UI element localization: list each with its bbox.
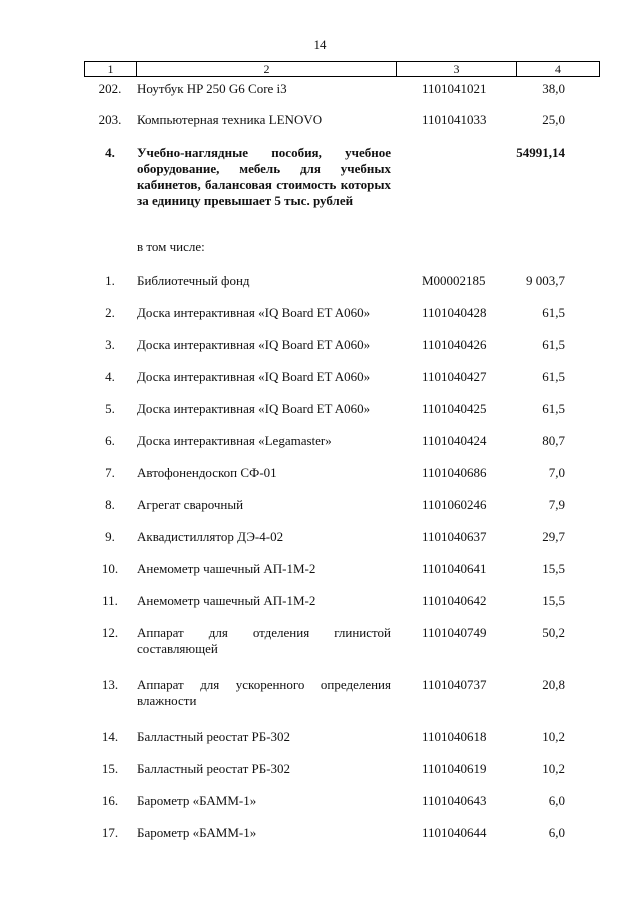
row-number: 6. bbox=[105, 433, 115, 448]
table-row bbox=[84, 561, 595, 577]
page-number: 14 bbox=[313, 37, 327, 52]
table-row bbox=[84, 401, 595, 417]
table-row bbox=[84, 145, 595, 209]
row-name: Доска интерактивная «IQ Board ET A060» bbox=[137, 337, 371, 352]
row-number: 3. bbox=[105, 337, 115, 352]
table-row bbox=[84, 625, 595, 657]
table-row bbox=[84, 433, 595, 449]
table-row bbox=[84, 593, 595, 609]
row-number: 1. bbox=[105, 273, 115, 288]
table-row bbox=[84, 497, 595, 513]
row-number: 2. bbox=[105, 305, 115, 320]
row-name: Доска интерактивная «IQ Board ET A060» bbox=[137, 305, 371, 320]
row-inventory-code: 1101040637 bbox=[422, 529, 487, 544]
row-value: 20,8 bbox=[542, 677, 565, 692]
row-inventory-code: 1101040425 bbox=[422, 401, 487, 416]
row-inventory-code bbox=[391, 239, 511, 255]
row-value: 10,2 bbox=[542, 729, 565, 744]
row-inventory-code: 1101040642 bbox=[422, 593, 487, 608]
row-value: 61,5 bbox=[542, 369, 565, 384]
row-name: Учебно-наглядные пособия, учебное оборудование, мебель для учебных кабинетов, балансовая стоимость которых за единицу превышает 5 тыс. рублей bbox=[137, 145, 391, 208]
row-number: 12. bbox=[101, 625, 119, 640]
header-col-1: 1 bbox=[84, 62, 136, 76]
row-inventory-code: 1101040641 bbox=[422, 561, 487, 576]
row-name: Аппарат для отделения глинистой составляющей bbox=[137, 625, 391, 656]
table-row bbox=[84, 273, 595, 289]
row-name: Компьютерная техника LENOVO bbox=[137, 112, 323, 127]
row-name: Аппарат для ускоренного определения влажности bbox=[137, 677, 391, 708]
table-row bbox=[84, 761, 595, 777]
row-number: 4. bbox=[105, 145, 115, 160]
row-number: 14. bbox=[101, 729, 119, 744]
row-number: 202. bbox=[98, 81, 122, 96]
row-inventory-code: 1101040737 bbox=[422, 677, 487, 692]
row-value: 61,5 bbox=[542, 337, 565, 352]
row-inventory-code: 1101040427 bbox=[422, 369, 487, 384]
row-number: 9. bbox=[105, 529, 115, 544]
row-number: 11. bbox=[102, 593, 118, 608]
row-name: Доска интерактивная «IQ Board ET A060» bbox=[137, 369, 371, 384]
table-row bbox=[84, 337, 595, 353]
row-name: Агрегат сварочный bbox=[137, 497, 244, 512]
row-number: 17. bbox=[101, 825, 119, 840]
row-value: 15,5 bbox=[542, 593, 565, 608]
row-inventory-code: 1101040686 bbox=[422, 465, 487, 480]
row-value: 54991,14 bbox=[516, 145, 565, 160]
table-row bbox=[84, 239, 595, 255]
row-number bbox=[84, 239, 136, 255]
table-row bbox=[84, 465, 595, 481]
row-value: 6,0 bbox=[548, 793, 565, 808]
row-inventory-code: 1101041021 bbox=[422, 81, 487, 96]
table-row bbox=[84, 677, 595, 709]
row-number: 5. bbox=[105, 401, 115, 416]
table-header bbox=[84, 61, 600, 77]
table-row bbox=[84, 112, 595, 128]
row-name: Анемометр чашечный АП-1М-2 bbox=[137, 593, 316, 608]
table-row bbox=[84, 793, 595, 809]
row-value: 50,2 bbox=[542, 625, 565, 640]
row-number: 15. bbox=[101, 761, 119, 776]
table-row bbox=[84, 305, 595, 321]
header-col-3: 3 bbox=[396, 62, 516, 76]
row-value: 38,0 bbox=[542, 81, 565, 96]
row-inventory-code: 1101040644 bbox=[422, 825, 487, 840]
row-name: Барометр «БАММ-1» bbox=[137, 825, 257, 840]
row-inventory-code: М00002185 bbox=[422, 273, 486, 288]
row-number: 16. bbox=[101, 793, 119, 808]
inventory-table bbox=[84, 61, 600, 840]
row-name: Ноутбук HP 250 G6 Core i3 bbox=[137, 81, 287, 96]
row-inventory-code: 1101040749 bbox=[422, 625, 487, 640]
row-inventory-code: 1101041033 bbox=[422, 112, 487, 127]
row-name: Аквадистиллятор ДЭ-4-02 bbox=[137, 529, 284, 544]
row-inventory-code bbox=[391, 145, 511, 209]
row-number: 4. bbox=[105, 369, 115, 384]
row-inventory-code: 1101040426 bbox=[422, 337, 487, 352]
row-inventory-code: 1101040619 bbox=[422, 761, 487, 776]
row-number: 8. bbox=[105, 497, 115, 512]
header-col-2: 2 bbox=[136, 62, 396, 76]
row-inventory-code: 1101040428 bbox=[422, 305, 487, 320]
row-name: Автофонендоскоп СФ-01 bbox=[137, 465, 277, 480]
row-inventory-code: 1101060246 bbox=[422, 497, 487, 512]
row-value bbox=[511, 239, 595, 255]
table-row bbox=[84, 529, 595, 545]
row-name: Доска интерактивная «IQ Board ET A060» bbox=[137, 401, 371, 416]
row-number: 13. bbox=[101, 677, 119, 692]
row-name: Барометр «БАММ-1» bbox=[137, 793, 257, 808]
row-value: 7,9 bbox=[548, 497, 565, 512]
table-row bbox=[84, 729, 595, 745]
row-value: 29,7 bbox=[542, 529, 565, 544]
row-inventory-code: 1101040643 bbox=[422, 793, 487, 808]
row-value: 15,5 bbox=[542, 561, 565, 576]
table-row bbox=[84, 825, 595, 841]
row-value: 10,2 bbox=[542, 761, 565, 776]
row-name: Анемометр чашечный АП-1М-2 bbox=[137, 561, 316, 576]
row-value: 9 003,7 bbox=[526, 273, 565, 288]
row-value: 61,5 bbox=[542, 401, 565, 416]
row-value: 61,5 bbox=[542, 305, 565, 320]
row-name: Балластный реостат РБ-302 bbox=[137, 761, 291, 776]
row-value: 25,0 bbox=[542, 112, 565, 127]
row-name: Библиотечный фонд bbox=[137, 273, 250, 288]
row-inventory-code: 1101040618 bbox=[422, 729, 487, 744]
row-value: 7,0 bbox=[548, 465, 565, 480]
row-number: 203. bbox=[98, 112, 122, 127]
table-row bbox=[84, 81, 595, 97]
row-name: в том числе: bbox=[137, 239, 205, 254]
row-name: Доска интерактивная «Legamaster» bbox=[137, 433, 332, 448]
row-number: 10. bbox=[101, 561, 119, 576]
row-name: Балластный реостат РБ-302 bbox=[137, 729, 291, 744]
row-value: 80,7 bbox=[542, 433, 565, 448]
table-row bbox=[84, 369, 595, 385]
row-value: 6,0 bbox=[548, 825, 565, 840]
row-number: 7. bbox=[105, 465, 115, 480]
header-col-4: 4 bbox=[516, 62, 600, 76]
row-inventory-code: 1101040424 bbox=[422, 433, 487, 448]
